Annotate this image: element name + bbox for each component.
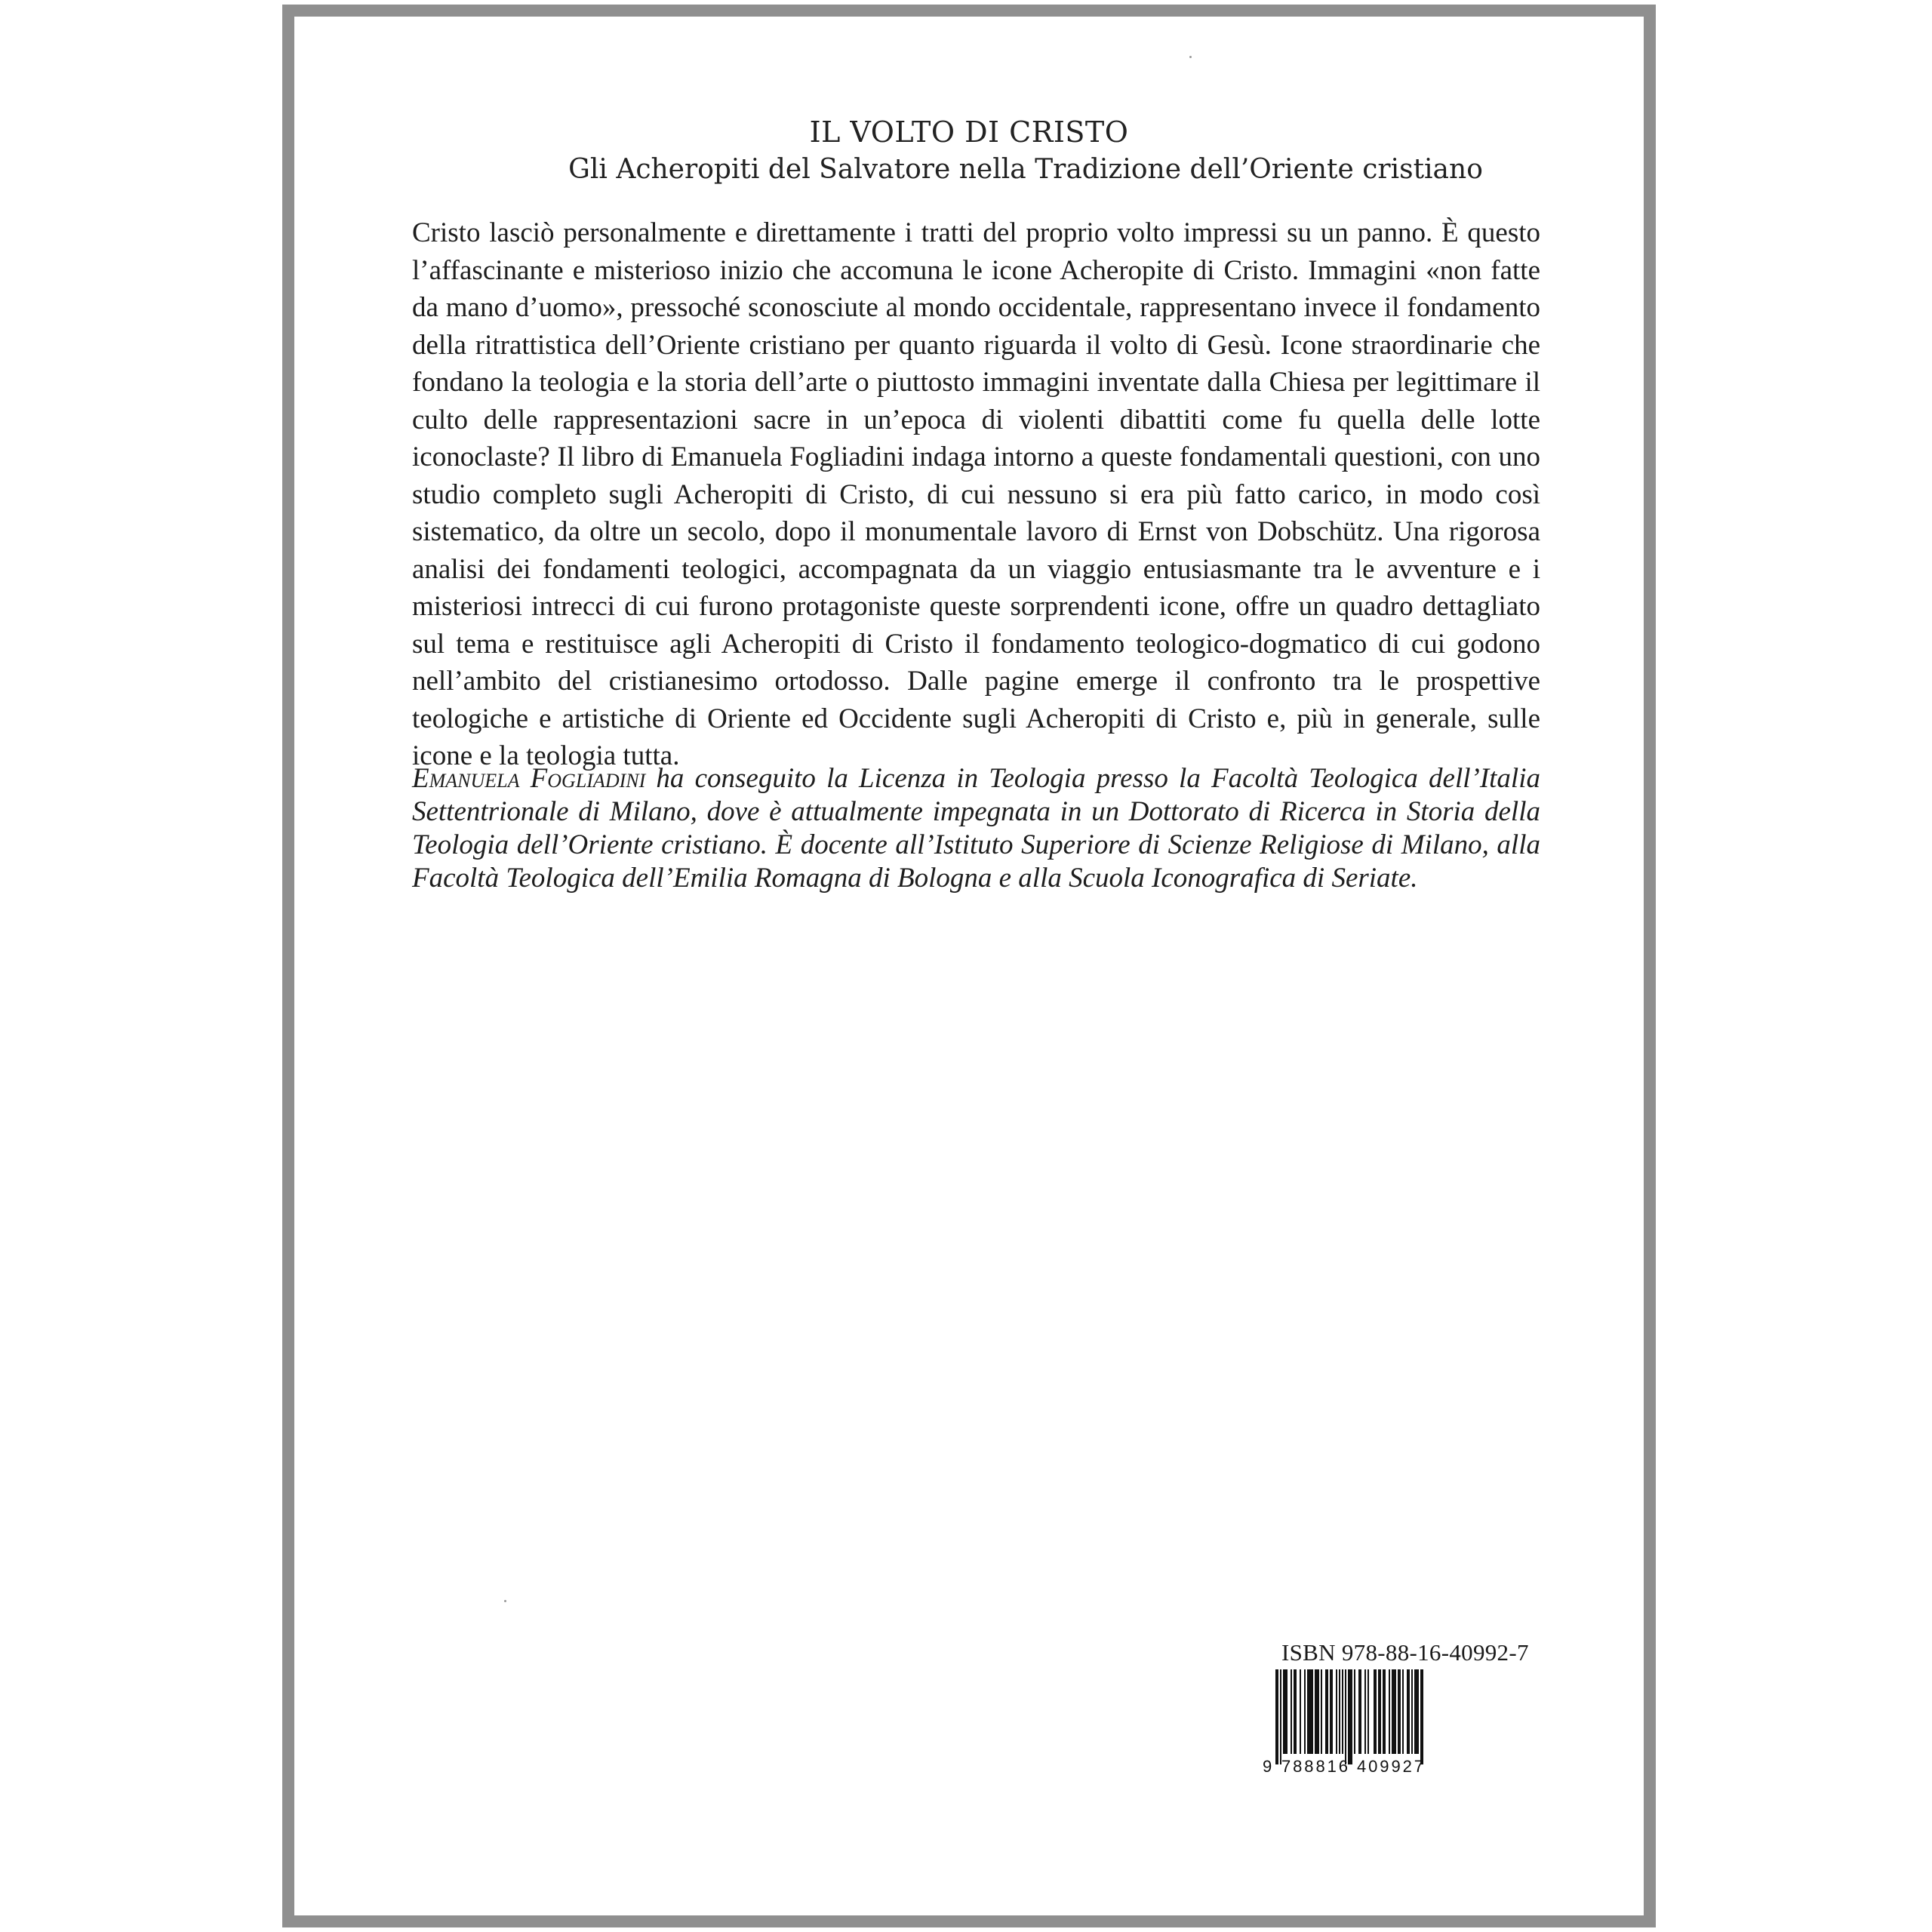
barcode-bar: [1398, 1669, 1401, 1754]
author-bio: [412, 762, 1540, 895]
book-title: IL VOLTO DI CRISTO: [809, 115, 1129, 149]
barcode-bar: [1330, 1669, 1333, 1754]
barcode-bar: [1364, 1669, 1366, 1754]
barcode-guard-bar: [1420, 1669, 1423, 1764]
barcode-bar: [1342, 1669, 1343, 1754]
barcode-bar: [1325, 1669, 1328, 1754]
barcode: [1262, 1669, 1440, 1775]
barcode-bar: [1407, 1669, 1410, 1754]
barcode-bar: [1389, 1669, 1390, 1754]
barcode-bar: [1354, 1669, 1355, 1754]
barcode-bar: [1294, 1669, 1297, 1754]
barcode-bar: [1367, 1669, 1369, 1754]
barcode-bar: [1414, 1669, 1419, 1754]
isbn-label: ISBN 978-88-16-40992-7: [1281, 1639, 1529, 1666]
barcode-lead-digit: 9: [1263, 1757, 1272, 1775]
barcode-bar: [1411, 1669, 1413, 1754]
barcode-bar: [1383, 1669, 1386, 1754]
barcode-bar: [1304, 1669, 1306, 1754]
barcode-bar: [1402, 1669, 1404, 1754]
barcode-bar: [1358, 1669, 1361, 1754]
barcode-bar: [1307, 1669, 1313, 1754]
print-speck: [1189, 56, 1192, 58]
print-speck: [504, 1600, 506, 1602]
barcode-bar: [1392, 1669, 1396, 1754]
book-subtitle: Gli Acheropiti del Salvatore nella Tradizione dell’Oriente cristiano: [568, 154, 1483, 185]
barcode-bar: [1283, 1669, 1287, 1754]
author-bio-text: ha conseguito la Licenza in Teologia presso la Facoltà Teologica dell’Italia Settentrionale di Milano, dove è attualmente impegnata in un Dottorato di Ricerca in Storia della Teologia dell’Oriente cristiano. È docente all’Istituto Superiore di Scienze Religiose di Milano, alla Facoltà Teologica dell’Emilia Romagna di Bologna e alla Scuola Iconografica di Seriate.: [412, 763, 1540, 894]
barcode-bar: [1291, 1669, 1292, 1754]
barcode-bar: [1300, 1669, 1301, 1754]
barcode-bar: [1321, 1669, 1322, 1754]
barcode-guard-bar: [1345, 1669, 1346, 1764]
barcode-bar: [1336, 1669, 1337, 1754]
title-block: [294, 113, 1644, 189]
barcode-guard-bar: [1348, 1669, 1352, 1764]
barcode-digits-left: 788816: [1281, 1757, 1348, 1775]
author-name: Emanuela Fogliadini: [412, 763, 646, 794]
barcode-bar: [1374, 1669, 1377, 1754]
barcode-bar: [1315, 1669, 1319, 1754]
blurb-paragraph: Cristo lasciò personalmente e direttamente i tratti del proprio volto impressi su un panno. È questo l’affascinante e misterioso inizio che accomuna le icone Acheropite di Cristo. Immagini «non fatte da mano d’uomo», pressoché sconosciute al mondo occidentale, rappresentano invece il fondamento della ritrattistica dell’Oriente cristiano per quanto riguarda il volto di Gesù. Icone straordinarie che fondano la teologia e la storia dell’arte o piuttosto immagini inventate dalla Chiesa per legittimare il culto delle rappresentazioni sacre in un’epoca di violenti dibattiti come fu quella delle lotte iconoclaste? Il libro di Emanuela Fogliadini indaga intorno a queste fondamentali questioni, con uno studio completo sugli Acheropiti di Cristo, di cui nessuno si era più fatto carico, in modo così sistematico, da oltre un secolo, dopo il monumentale lavoro di Ernst von Dobschütz. Una rigorosa analisi dei fondamenti teologici, accompagnata da un viaggio entusiasmante tra le avventure e i misteriosi intrecci di cui furono protagoniste queste sorprendenti icone, offre un quadro dettagliato sul tema e restituisce agli Acheropiti di Cristo il fondamento teologico-dogmatico di cui godono nell’ambito del cristianesimo ortodosso. Dalle pagine emerge il confronto tra le prospettive teologiche e artistiche di Oriente ed Occidente sugli Acheropiti di Cristo e, più in generale, sulle icone e la teologia tutta.: [412, 217, 1540, 771]
barcode-guard-bar: [1280, 1669, 1281, 1764]
book-back-cover: [282, 5, 1656, 1927]
barcode-bar: [1378, 1669, 1381, 1754]
barcode-digits-right: 409927: [1357, 1757, 1423, 1775]
barcode-bar: [1339, 1669, 1340, 1754]
barcode-guard-bar: [1275, 1669, 1278, 1764]
